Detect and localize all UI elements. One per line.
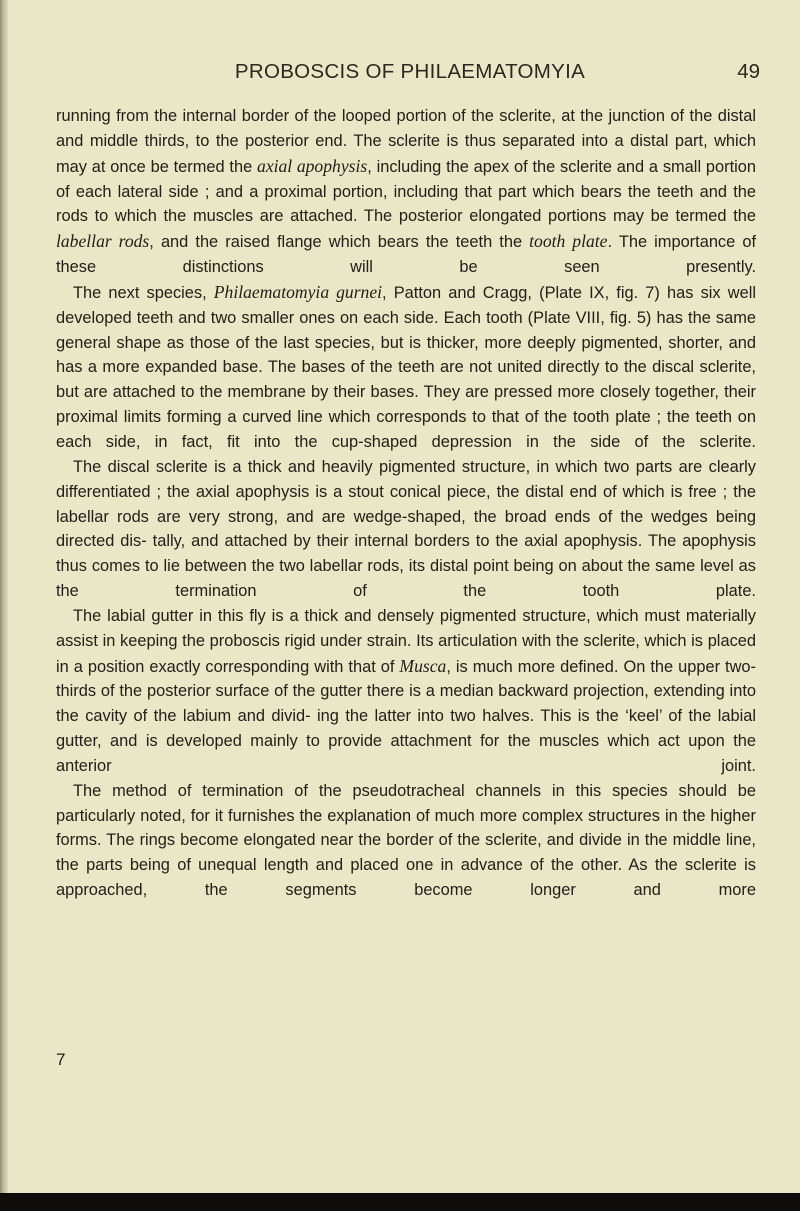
scan-bottom-border [0, 1193, 800, 1211]
italic-term: tooth plate [529, 231, 608, 252]
text-run: The method of termination of the pseudotracheal channels in this species should be particularly noted, for it furnishes the explanation of much more complex structures in the higher forms. The rings become elongated near the border of the sclerite, and divide in the middle line, the parts being of unequal length and placed one in advance of the other. As the sclerite is approached, the segments become longer and more [56, 781, 756, 900]
paragraph [56, 604, 756, 779]
paragraph [56, 104, 756, 280]
text-run: The labial gutter in this fly is a thick and densely pigmented structure, which must materially assist in keeping the proboscis rigid under strain. Its articulation with the sclerite, which is placed in a position exactly corresponding with that of [56, 606, 756, 676]
paragraph [56, 280, 756, 455]
text-run: . The importance of these distinctions will be seen presently. [56, 233, 757, 277]
italic-term: Philaematomyia gurnei [213, 281, 383, 302]
paragraph [56, 779, 756, 903]
text-run: The next species, [73, 283, 214, 302]
italic-term: Musca [399, 655, 447, 676]
text-run: The discal sclerite is a thick and heavily pigmented structure, in which two parts are clearly differentiated ; the axial apophysis is a stout conical piece, the distal end of which is free ; the labellar rods are very strong, and are wedge-shaped, the broad ends of the wedges being directed dis- tally, and attached by their internal borders to the axial apophysis. The apophysis thus comes to lie between the two labellar rods, its distal point being on about the same level as the termination of the tooth plate. [56, 457, 756, 601]
running-head: PROBOSCIS OF PHILAEMATOMYIA [234, 60, 586, 83]
text-run: , and the raised flange which bears the teeth the [149, 233, 530, 252]
text-run: running from the internal border of the looped portion of the sclerite, at the junction of the distal and middle thirds, to the posterior end. The sclerite is thus separated into a distal part, which may at once be termed the [56, 107, 756, 176]
page-header [60, 60, 760, 94]
text-run: , is much more defined. On the upper two-thirds of the posterior surface of the gutter there is a median backward projection, extending into the cavity of the labium and divid- ing the latter into two halves. This is the ‘keel’ of the labial gutter, and is developed mainly to provide attachment for the muscles which act upon the anterior joint. [56, 657, 757, 775]
text-run: , Patton and Cragg, (Plate IX, fig. 7) has six well developed teeth and two smaller ones on each side. Each tooth (Plate VIII, fig. 5) has the same general shape as those of the last species, but is thicker, more deeply pigmented, shorter, and has a more expanded base. The bases of the teeth are not united directly to the discal sclerite, but are attached to the membrane by their bases. They are pressed more closely together, their proximal limits forming a curved line which corresponds to that of the tooth plate ; the teeth on each side, in fact, fit into the cup-shaped depression in the side of the sclerite. [56, 283, 756, 451]
page-left-edge-shadow [0, 0, 8, 1211]
signature-mark: 7 [56, 1050, 66, 1069]
text-run: , including the apex of the sclerite and a small portion of each lateral side ; and a proximal portion, including that part which bears the teeth and the rods to which the muscles are attached. The posterior elongated portions may be termed the [56, 157, 756, 226]
italic-term: labellar rods [56, 231, 150, 252]
body-text [56, 104, 756, 903]
paragraph [56, 455, 756, 604]
italic-term: axial apophysis [257, 155, 368, 176]
page-number: 49 [737, 60, 760, 83]
